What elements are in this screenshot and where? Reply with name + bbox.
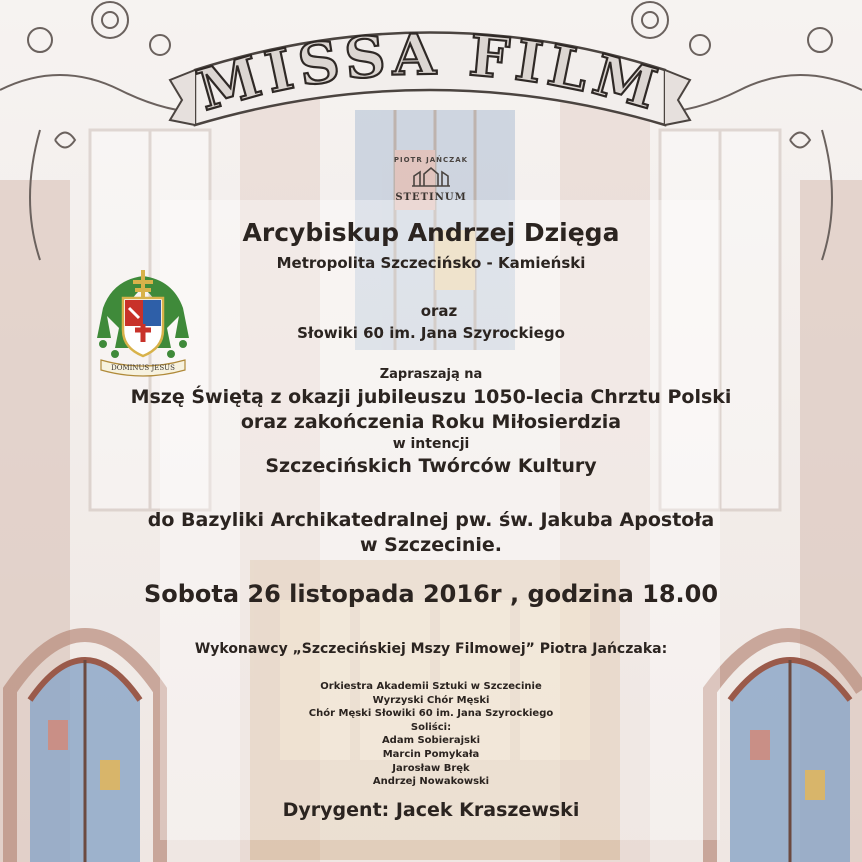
banner-title-container [0, 0, 862, 140]
host-name: Arcybiskup Andrzej Dzięga [242, 218, 620, 247]
invitation-line-3: oraz zakończenia Roku Miłosierdzia [240, 411, 622, 433]
invitation-line-5: Szczecińskich Twórców Kultury [265, 455, 597, 477]
coat-of-arms-icon [93, 268, 193, 378]
performer-line: Wyrzyski Chór Męski [372, 694, 490, 706]
church-logo-icon [410, 166, 452, 188]
host-and: oraz [420, 302, 458, 320]
invitation-line-4: w intencji [392, 436, 470, 452]
logo-author: PIOTR JAŃCZAK [393, 156, 469, 164]
performers-list [0, 680, 862, 789]
place-line-1: do Bazyliki Archikatedralnej pw. św. Jakuba Apostoła [147, 509, 715, 531]
performer-line: Orkiestra Akademii Sztuki w Szczecinie [320, 681, 542, 692]
performers-heading: Wykonawcy „Szczecińskiej Mszy Filmowej” Piotra Jańczaka: [194, 641, 668, 657]
logo-name: STETINUM [395, 192, 467, 203]
invitation-line-2: Mszę Świętą z okazji jubileuszu 1050-lecia Chrztu Polski [130, 386, 732, 408]
performer-line: Adam Sobierajski [381, 735, 481, 747]
host-choir: Słowiki 60 im. Jana Szyrockiego [297, 324, 565, 342]
performer-line: Jarosław Bręk [392, 762, 470, 774]
event-date: Sobota 26 listopada 2016r , godzina 18.00 [143, 580, 719, 608]
crest-motto: DOMINUS JESUS [111, 364, 175, 372]
performer-line: Chór Męski Słowiki 60 im. Jana Szyrockiego [308, 708, 554, 720]
performer-line: Marcin Pomykała [382, 748, 480, 760]
performer-line: Andrzej Nowakowski [372, 776, 490, 788]
performer-line: Soliści: [410, 721, 452, 733]
place-line-2: w Szczecinie. [359, 534, 503, 556]
conductor: Dyrygent: Jacek Kraszewski [282, 799, 580, 821]
invitation-line-1: Zapraszają na [379, 367, 483, 382]
banner-title: MISSA FILM [190, 21, 670, 125]
host-title: Metropolita Szczecińsko - Kamieński [276, 254, 586, 272]
